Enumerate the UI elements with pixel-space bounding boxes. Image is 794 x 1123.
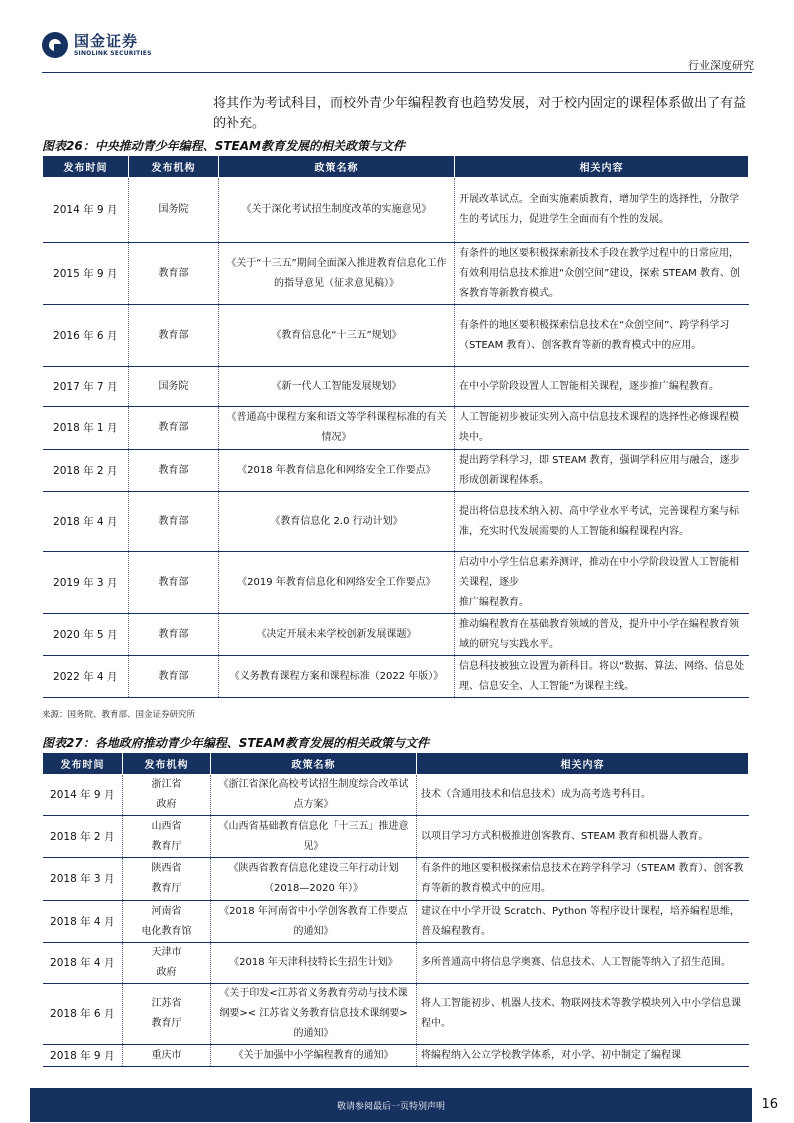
cell-date: 2018 年 2 月 [43, 450, 129, 492]
table-row [43, 858, 749, 901]
column-header-org: 发布机构 [129, 156, 219, 178]
cell-policy: 《2018 年天津科技特长生招生计划》 [211, 943, 417, 984]
cell-content: 在中小学阶段设置人工智能相关课程，逐步推广编程教育。 [455, 367, 749, 407]
table-row [43, 775, 749, 816]
cell-policy: 《2018 年教育信息化和网络安全工作要点》 [219, 450, 455, 492]
table-row [43, 552, 749, 614]
cell-content: 有条件的地区要积极探索信息技术在跨学科学习（STEAM 教育）、创客教育等新的教育模式中的应用。 [417, 858, 749, 901]
cell-content: 将人工智能初步、机器人技术、物联网技术等教学模块列入中小学信息课程中。 [417, 984, 749, 1045]
cell-content: 信息科技被独立设置为新科目。将以“数据、算法、网络、信息处理、信息安全、人工智能”为课程主线。 [455, 656, 749, 698]
cell-org: 教育部 [129, 492, 219, 552]
table-header-row [43, 753, 749, 775]
cell-policy: 《关于印发<江苏省义务教育劳动与技术课纲要>< 江苏省义务教育信息技术课纲要>的通知》 [211, 984, 417, 1045]
cell-date: 2018 年 1 月 [43, 407, 129, 450]
report-type-label: 行业深度研究 [688, 59, 754, 72]
table-header-row [43, 156, 749, 178]
cell-date: 2018 年 4 月 [43, 901, 123, 943]
cell-content: 开展改革试点。全面实施素质教育，增加学生的选择性，分散学生的考试压力，促进学生全面而有个性的发展。 [455, 178, 749, 243]
cell-date: 2018 年 4 月 [43, 943, 123, 984]
cell-date: 2019 年 3 月 [43, 552, 129, 614]
cell-policy: 《2018 年河南省中小学创客教育工作要点的通知》 [211, 901, 417, 943]
table1-source: 来源：国务院、教育部、国金证券研究所 [42, 710, 196, 720]
cell-content: 以项目学习方式积极推进创客教育、STEAM 教育和机器人教育。 [417, 816, 749, 858]
column-header-content: 相关内容 [417, 753, 749, 775]
cell-policy: 《新一代人工智能发展规划》 [219, 367, 455, 407]
column-header-date: 发布时间 [43, 753, 123, 775]
cell-content: 建议在中小学开设 Scratch、Python 等程序设计课程，培养编程思维，普及编程教育。 [417, 901, 749, 943]
page-number: 16 [761, 1097, 778, 1112]
table-row [43, 450, 749, 492]
cell-content: 将编程纳入公立学校教学体系，对小学、初中制定了编程课 [417, 1045, 749, 1067]
cell-date: 2018 年 9 月 [43, 1045, 123, 1067]
cell-content: 有条件的地区要积极探索新技术手段在教学过程中的日常应用，有效利用信息技术推进“众创空间”建设，探索 STEAM 教育、创客教育等新教育模式。 [455, 243, 749, 305]
cell-org: 国务院 [129, 178, 219, 243]
cell-policy: 《教育信息化“十三五”规划》 [219, 305, 455, 367]
table-row [43, 1045, 749, 1067]
table-row [43, 367, 749, 407]
central-policy-table [42, 155, 749, 698]
cell-org: 天津市 政府 [123, 943, 211, 984]
table-row [43, 943, 749, 984]
cell-date: 2014 年 9 月 [43, 775, 123, 816]
cell-date: 2018 年 3 月 [43, 858, 123, 901]
cell-policy: 《普通高中课程方案和语文等学科课程标准的有关情况》 [219, 407, 455, 450]
cell-policy: 《关于“十三五”期间全面深入推进教育信息化工作的指导意见（征求意见稿）》 [219, 243, 455, 305]
cell-policy: 《陕西省教育信息化建设三年行动计划（2018—2020 年）》 [211, 858, 417, 901]
cell-policy: 《教育信息化 2.0 行动计划》 [219, 492, 455, 552]
column-header-org: 发布机构 [123, 753, 211, 775]
column-header-content: 相关内容 [455, 156, 749, 178]
cell-date: 2015 年 9 月 [43, 243, 129, 305]
cell-content: 技术（含通用技术和信息技术）成为高考选考科目。 [417, 775, 749, 816]
cell-date: 2018 年 4 月 [43, 492, 129, 552]
cell-content: 提出将信息技术纳入初、高中学业水平考试，完善课程方案与标准，充实时代发展需要的人工智能和编程课程内容。 [455, 492, 749, 552]
cell-org: 江苏省 教育厅 [123, 984, 211, 1045]
cell-org: 教育部 [129, 614, 219, 656]
table-row [43, 243, 749, 305]
cell-org: 教育部 [129, 305, 219, 367]
table-row [43, 816, 749, 858]
cell-org: 山西省 教育厅 [123, 816, 211, 858]
cell-content: 推动编程教育在基础教育领域的普及，提升中小学在编程教育领域的研究与实践水平。 [455, 614, 749, 656]
column-header-policy: 政策名称 [219, 156, 455, 178]
cell-org: 教育部 [129, 656, 219, 698]
column-header-date: 发布时间 [43, 156, 129, 178]
cell-org: 国务院 [129, 367, 219, 407]
logo-name-en: SINOLINK SECURITIES [74, 49, 152, 57]
cell-policy: 《决定开展未来学校创新发展课题》 [219, 614, 455, 656]
table-row [43, 407, 749, 450]
cell-policy: 《2019 年教育信息化和网络安全工作要点》 [219, 552, 455, 614]
local-policy-table [42, 752, 749, 1067]
footer-disclaimer: 敬请参阅最后一页特别声明 [336, 1102, 445, 1112]
logo-mark-icon [42, 32, 68, 58]
cell-policy: 《关于加强中小学编程教育的通知》 [211, 1045, 417, 1067]
logo-name-cn: 国金证券 [74, 31, 139, 50]
cell-policy: 《义务教育课程方案和课程标准（2022 年版）》 [219, 656, 455, 698]
table-row [43, 614, 749, 656]
table2-caption: 图表27：各地政府推动青少年编程、STEAM教育发展的相关政策与文件 [42, 734, 748, 754]
table-row [43, 656, 749, 698]
cell-org: 教育部 [129, 552, 219, 614]
cell-org: 教育部 [129, 450, 219, 492]
company-logo [42, 32, 152, 58]
intro-paragraph: 将其作为考试科目，而校外青少年编程教育也趋势发展，对于校内固定的课程体系做出了有益的补充。 [213, 96, 747, 131]
cell-org: 教育部 [129, 407, 219, 450]
table-row [43, 305, 749, 367]
cell-date: 2014 年 9 月 [43, 178, 129, 243]
cell-org: 浙江省 政府 [123, 775, 211, 816]
cell-policy: 《浙江省深化高校考试招生制度综合改革试点方案》 [211, 775, 417, 816]
cell-date: 2022 年 4 月 [43, 656, 129, 698]
cell-content: 人工智能初步被证实列入高中信息技术课程的选择性必修课程模块中。 [455, 407, 749, 450]
table-row [43, 492, 749, 552]
cell-content: 多所普通高中将信息学奥赛、信息技术、人工智能等纳入了招生范围。 [417, 943, 749, 984]
table1-caption: 图表26：中央推动青少年编程、STEAM教育发展的相关政策与文件 [42, 137, 748, 157]
table-row [43, 901, 749, 943]
cell-org: 河南省 电化教育馆 [123, 901, 211, 943]
cell-policy: 《山西省基础教育信息化「十三五」推进意见》 [211, 816, 417, 858]
cell-date: 2018 年 6 月 [43, 984, 123, 1045]
cell-content: 提出跨学科学习，即 STEAM 教育，强调学科应用与融合，逐步形成创新课程体系。 [455, 450, 749, 492]
table-row [43, 984, 749, 1045]
column-header-policy: 政策名称 [211, 753, 417, 775]
cell-content: 启动中小学生信息素养测评，推动在中小学阶段设置人工智能相关课程，逐步 推广编程教育。 [455, 552, 749, 614]
header-divider [42, 72, 752, 73]
cell-org: 陕西省 教育厅 [123, 858, 211, 901]
page-header [0, 0, 794, 74]
cell-date: 2018 年 2 月 [43, 816, 123, 858]
cell-date: 2020 年 5 月 [43, 614, 129, 656]
cell-date: 2017 年 7 月 [43, 367, 129, 407]
cell-policy: 《关于深化考试招生制度改革的实施意见》 [219, 178, 455, 243]
cell-org: 重庆市 [123, 1045, 211, 1067]
cell-org: 教育部 [129, 243, 219, 305]
table-row [43, 178, 749, 243]
cell-content: 有条件的地区要积极探索信息技术在“众创空间”、跨学科学习（STEAM 教育）、创客教育等新的教育模式中的应用。 [455, 305, 749, 367]
cell-date: 2016 年 6 月 [43, 305, 129, 367]
